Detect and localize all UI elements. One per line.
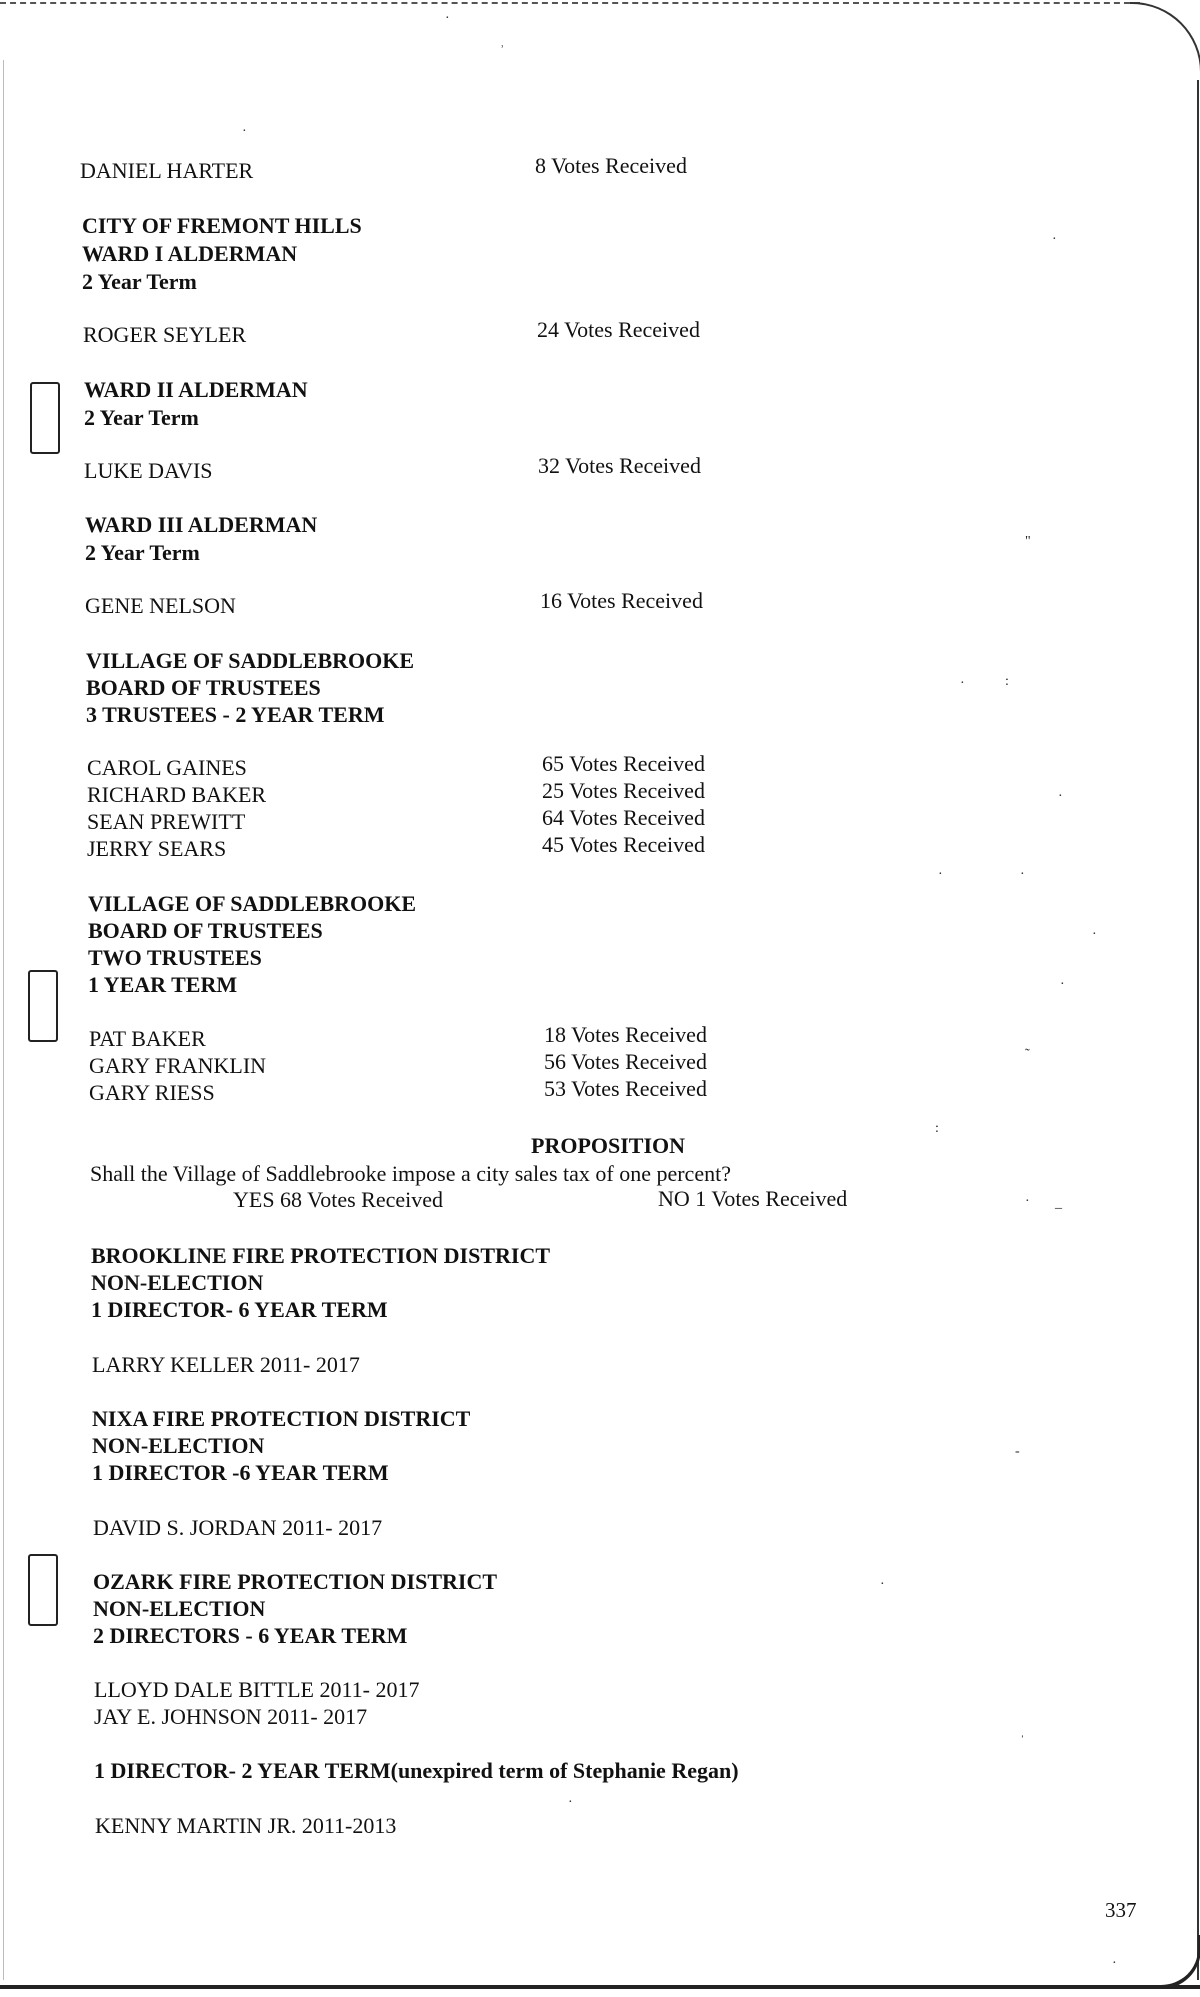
vote-count: 18 Votes Received xyxy=(544,1022,707,1047)
page-right-edge xyxy=(1197,80,1199,1980)
scan-speck: : xyxy=(935,1121,939,1136)
scan-speck: · xyxy=(938,867,943,882)
scan-speck: ˒ xyxy=(500,37,505,52)
term-heading: 2 DIRECTORS - 6 YEAR TERM xyxy=(93,1623,408,1648)
proposition-title: PROPOSITION xyxy=(531,1133,686,1158)
section-heading: CITY OF FREMONT HILLS xyxy=(82,213,362,238)
candidate-name: GARY RIESS xyxy=(89,1080,215,1105)
status-heading: NON-ELECTION xyxy=(93,1596,266,1621)
vote-count: 53 Votes Received xyxy=(544,1076,707,1101)
scan-speck: · xyxy=(1058,789,1063,804)
term-heading: 2 Year Term xyxy=(85,540,200,565)
scan-speck: " xyxy=(1025,534,1031,549)
director-name: JAY E. JOHNSON 2011- 2017 xyxy=(94,1704,368,1729)
section-heading: TWO TRUSTEES xyxy=(88,945,262,970)
section-heading: WARD III ALDERMAN xyxy=(85,512,318,537)
director-name: DAVID S. JORDAN 2011- 2017 xyxy=(93,1515,383,1540)
proposition-yes-result: YES 68 Votes Received xyxy=(233,1187,443,1212)
proposition-no-result: NO 1 Votes Received xyxy=(658,1186,848,1211)
candidate-name: SEAN PREWITT xyxy=(87,809,246,834)
section-heading: BROOKLINE FIRE PROTECTION DISTRICT xyxy=(91,1243,551,1268)
status-heading: NON-ELECTION xyxy=(92,1433,265,1458)
scan-speck: · xyxy=(445,11,450,26)
vote-count: 45 Votes Received xyxy=(542,832,705,857)
vote-count: 56 Votes Received xyxy=(544,1049,707,1074)
binder-hole-marker xyxy=(28,1554,58,1626)
section-heading: BOARD OF TRUSTEES xyxy=(88,918,323,943)
scan-speck: : xyxy=(1005,674,1009,689)
section-heading: WARD II ALDERMAN xyxy=(84,377,308,402)
page-bottom-corner xyxy=(1150,1935,1200,1989)
scan-speck: · xyxy=(880,1577,885,1592)
director-name: LARRY KELLER 2011- 2017 xyxy=(92,1352,360,1377)
scan-speck: ˈ xyxy=(1020,1734,1025,1749)
section-heading: VILLAGE OF SADDLEBROOKE xyxy=(86,648,415,673)
term-heading: 1 YEAR TERM xyxy=(88,972,238,997)
director-name: LLOYD DALE BITTLE 2011- 2017 xyxy=(94,1677,420,1702)
scan-speck: · xyxy=(1025,1194,1030,1209)
section-heading: NIXA FIRE PROTECTION DISTRICT xyxy=(92,1406,471,1431)
candidate-name: RICHARD BAKER xyxy=(87,782,267,807)
section-heading: WARD I ALDERMAN xyxy=(82,241,298,266)
term-heading: 2 Year Term xyxy=(84,405,199,430)
section-heading: OZARK FIRE PROTECTION DISTRICT xyxy=(93,1569,498,1594)
term-heading: 3 TRUSTEES - 2 YEAR TERM xyxy=(86,702,385,727)
term-heading: 1 DIRECTOR- 6 YEAR TERM xyxy=(91,1297,388,1322)
page-number: 337 xyxy=(1105,1898,1137,1922)
candidate-name: GENE NELSON xyxy=(85,593,236,618)
vote-count: 8 Votes Received xyxy=(535,153,687,178)
vote-count: 16 Votes Received xyxy=(540,588,703,613)
candidate-name: PAT BAKER xyxy=(89,1026,206,1051)
vote-count: 32 Votes Received xyxy=(538,453,701,478)
scan-speck: · xyxy=(1052,232,1057,247)
scan-speck: _ xyxy=(1055,1196,1062,1211)
scan-speck: ˷ xyxy=(1025,1037,1030,1052)
candidate-name: JERRY SEARS xyxy=(87,836,227,861)
director-name: KENNY MARTIN JR. 2011-2013 xyxy=(95,1813,397,1838)
binder-hole-marker xyxy=(30,382,60,454)
scan-speck: · xyxy=(1020,867,1025,882)
scan-speck: · xyxy=(568,1795,573,1810)
vote-count: 24 Votes Received xyxy=(537,317,700,342)
candidate-name: DANIEL HARTER xyxy=(80,158,254,183)
scan-speck: - xyxy=(1015,1444,1020,1459)
scan-speck: · xyxy=(1092,927,1097,942)
scan-speck: · xyxy=(242,124,247,139)
page-corner-curl xyxy=(1130,2,1200,84)
section-heading: VILLAGE OF SADDLEBROOKE xyxy=(88,891,417,916)
candidate-name: GARY FRANKLIN xyxy=(89,1053,267,1078)
candidate-name: ROGER SEYLER xyxy=(83,322,247,347)
scan-speck: · xyxy=(1112,1956,1117,1971)
page-bottom-edge xyxy=(0,1985,1200,1989)
page-top-edge xyxy=(0,2,1140,4)
term-heading: 2 Year Term xyxy=(82,269,197,294)
candidate-name: CAROL GAINES xyxy=(87,755,247,780)
section-heading: BOARD OF TRUSTEES xyxy=(86,675,321,700)
vote-count: 64 Votes Received xyxy=(542,805,705,830)
status-heading: NON-ELECTION xyxy=(91,1270,264,1295)
scan-speck: · xyxy=(960,676,965,691)
vote-count: 25 Votes Received xyxy=(542,778,705,803)
term-heading: 1 DIRECTOR- 2 YEAR TERM(unexpired term of Stephanie Regan) xyxy=(94,1758,739,1783)
scan-speck: · xyxy=(1060,977,1065,992)
page-left-edge xyxy=(3,60,4,1980)
binder-hole-marker xyxy=(28,970,58,1042)
vote-count: 65 Votes Received xyxy=(542,751,705,776)
candidate-name: LUKE DAVIS xyxy=(84,458,213,483)
proposition-question: Shall the Village of Saddlebrooke impose a city sales tax of one percent? xyxy=(90,1161,731,1186)
term-heading: 1 DIRECTOR -6 YEAR TERM xyxy=(92,1460,389,1485)
